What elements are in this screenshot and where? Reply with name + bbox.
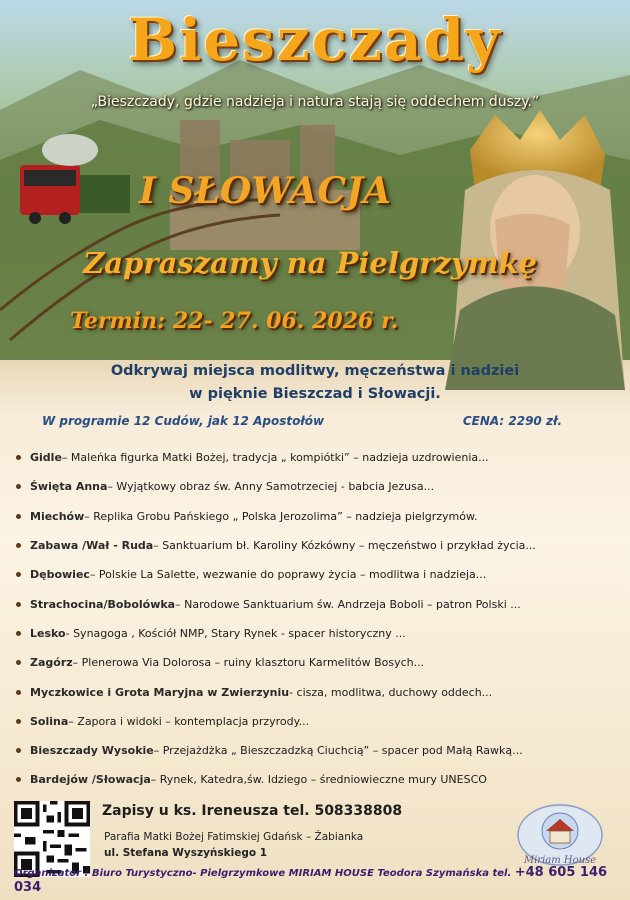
bullet-icon	[16, 719, 21, 724]
signup-contact: Zapisy u ks. Ireneusza tel. 508338808	[102, 803, 403, 819]
place-description: - cisza, modlitwa, duchowy oddech...	[289, 685, 493, 699]
footer	[0, 795, 630, 900]
miriam-house-logo	[510, 799, 610, 873]
place-name: Dębowiec	[30, 568, 90, 582]
bullet-icon	[16, 514, 21, 519]
price: CENA: 2290 zł.	[462, 414, 562, 428]
place-description: – Wyjątkowy obraz św. Anny Samotrzeciej - babcia Jezusa...	[107, 480, 435, 494]
place-name: Zagórz	[30, 656, 73, 670]
place-name: Myczkowice i Grota Maryjna w Zwierzyniu	[30, 685, 290, 699]
list-item	[16, 736, 596, 765]
bullet-icon	[16, 631, 21, 636]
bullet-icon	[16, 690, 21, 695]
place-name: Gidle	[30, 451, 62, 465]
place-name: Święta Anna	[30, 480, 108, 494]
logo-text: Miriam House	[523, 855, 597, 866]
bullet-icon	[16, 660, 21, 665]
place-description: – Sanktuarium bł. Karoliny Kózkówny – męczeństwo i przykład życia...	[153, 539, 536, 553]
list-item	[16, 619, 596, 648]
motto: „Bieszczady, gdzie nadzieja i natura stają się oddechem duszy.”	[90, 94, 540, 110]
lead-line-2: w pięknie Bieszczad i Słowacji.	[189, 386, 441, 402]
list-item	[16, 765, 596, 794]
lead-text	[90, 360, 540, 406]
list-item	[16, 707, 596, 736]
parish-name: Parafia Matki Bożej Fatimskiej Gdańsk – Żabianka	[104, 831, 364, 843]
place-description: – Przejażdżka „ Bieszczadzką Ciuchcią” – spacer pod Małą Rawką...	[153, 744, 523, 758]
list-item	[16, 531, 596, 560]
list-item	[16, 648, 596, 677]
list-item	[16, 472, 596, 501]
program-label: W programie 12 Cudów, jak 12 Apostołów	[42, 414, 325, 428]
bullet-icon	[16, 455, 21, 460]
place-description: – Zapora i widoki – kontemplacja przyrody...	[68, 714, 310, 728]
list-item	[16, 443, 596, 472]
subtitle-slovakia: I SŁOWACJA	[139, 170, 391, 212]
list-item	[16, 502, 596, 531]
poster-title: Bieszczady	[128, 6, 502, 74]
bullet-icon	[16, 602, 21, 607]
place-description: – Rynek, Katedra,św. Idziego – średniowieczne mury UNESCO	[150, 773, 487, 787]
organizer-text: Organizator : Biuro Turystyczno- Pielgrzymkowe MIRIAM HOUSE Teodora Szymańska tel.	[14, 868, 512, 879]
place-name: Bardejów /Słowacja	[30, 773, 151, 787]
place-description: – Narodowe Sanktuarium św. Andrzeja Boboli – patron Polski ...	[175, 597, 521, 611]
place-name: Miechów	[30, 509, 85, 523]
bullet-icon	[16, 748, 21, 753]
invitation: Zapraszamy na Pielgrzymkę	[83, 246, 537, 280]
place-name: Bieszczady Wysokie	[30, 744, 154, 758]
bullet-icon	[16, 777, 21, 782]
place-description: – Plenerowa Via Dolorosa – ruiny klasztoru Karmelitów Bosych...	[72, 656, 425, 670]
place-description: – Replika Grobu Pańskiego „ Polska Jerozolima” – nadzieja pielgrzymów.	[84, 509, 478, 523]
place-name: Lesko	[30, 626, 66, 640]
places-list	[16, 443, 596, 795]
trip-term: Termin: 22- 27. 06. 2026 r.	[70, 308, 399, 334]
parish-address: ul. Stefana Wyszyńskiego 1	[104, 847, 268, 859]
list-item	[16, 560, 596, 589]
bullet-icon	[16, 572, 21, 577]
place-description: – Maleńka figurka Matki Bożej, tradycja „ kompiótki” – nadzieja uzdrowienia...	[61, 451, 489, 465]
list-item	[16, 677, 596, 706]
organizer-phone: +48 605 146 034	[14, 865, 608, 895]
bullet-icon	[16, 484, 21, 489]
program-row	[42, 414, 562, 428]
place-name: Solina	[30, 714, 69, 728]
place-name: Zabawa /Wał - Ruda	[30, 539, 154, 553]
list-item	[16, 589, 596, 618]
place-name: Strachocina/Bobolówka	[30, 597, 176, 611]
place-description: - Synagoga , Kościół NMP, Stary Rynek - spacer historyczny ...	[65, 626, 406, 640]
lead-line-1: Odkrywaj miejsca modlitwy, męczeństwa i nadziei	[110, 363, 520, 379]
bullet-icon	[16, 543, 21, 548]
place-description: – Polskie La Salette, wezwanie do poprawy życia – modlitwa i nadzieja...	[89, 568, 487, 582]
